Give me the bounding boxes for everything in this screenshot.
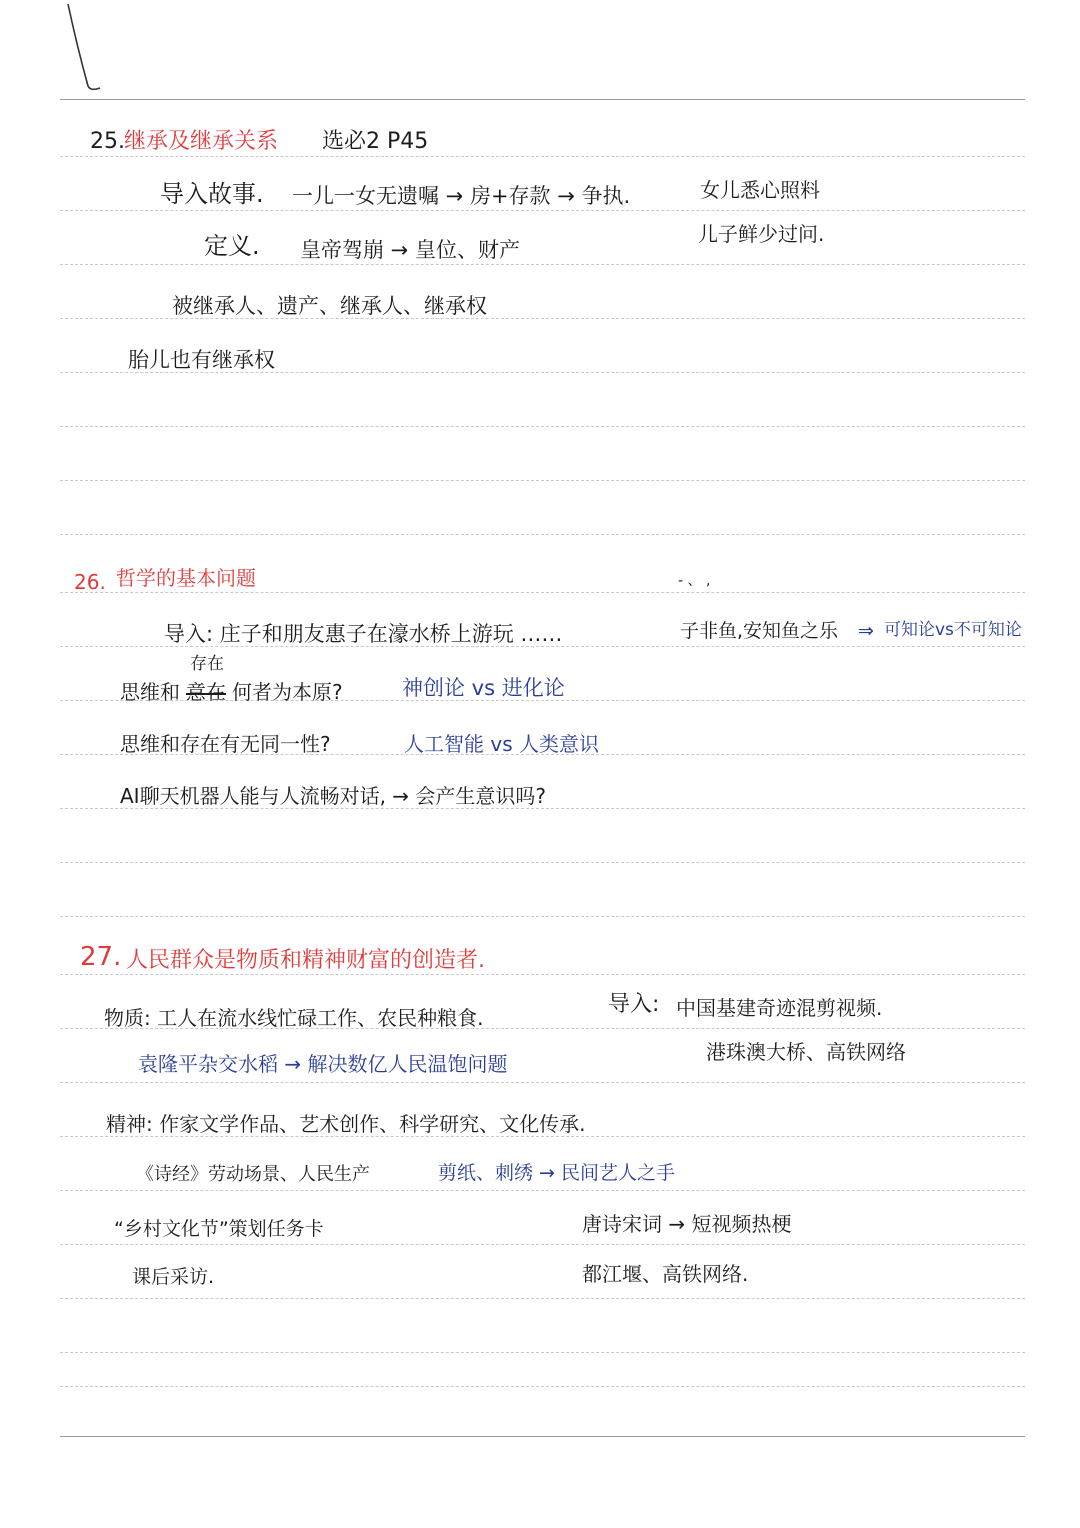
ruled-line (60, 372, 1025, 373)
arrow: ⇒ (858, 620, 874, 642)
definition-text: 皇帝驾崩 → 皇位、财产 (300, 238, 520, 262)
q1-correction: 存在 (190, 654, 224, 674)
ruled-line (60, 156, 1025, 157)
ruled-line (60, 1082, 1025, 1083)
ruled-line (60, 99, 1025, 100)
intro-label: 导入故事. (160, 180, 264, 208)
ruled-line (60, 1298, 1025, 1299)
ruled-line (60, 264, 1025, 265)
section-title: 人民群众是物质和精神财富的创造者. (126, 948, 485, 973)
yuan-line: 袁隆平杂交水稻 → 解决数亿人民温饱问题 (138, 1052, 508, 1076)
fish-quote: 子非鱼,安知鱼之乐 (680, 620, 839, 642)
q1-suffix: 何者为本原? (232, 680, 343, 704)
section-title: 哲学的基本问题 (116, 566, 256, 590)
section-number: 25. (90, 129, 125, 154)
fetus-line: 胎儿也有继承权 (128, 348, 275, 372)
ruled-line (60, 210, 1025, 211)
material-line: 物质: 工人在流水线忙碌工作、农民种粮食. (104, 1006, 484, 1030)
ruled-line (60, 1190, 1025, 1191)
side-note: 女儿悉心照料 (700, 178, 820, 202)
q2-line: 思维和存在有无同一性? (120, 732, 331, 756)
spiritual-line: 精神: 作家文学作品、艺术创作、科学研究、文化传承. (106, 1112, 586, 1136)
ruled-line (60, 646, 1025, 647)
dujiangyan-line: 都江堰、高铁网络. (582, 1262, 749, 1286)
ruled-line (60, 916, 1025, 917)
terms-line: 被继承人、遗产、继承人、继承权 (172, 294, 487, 318)
intro-text: 中国基建奇迹混剪视频. (676, 996, 883, 1020)
ruled-line (60, 974, 1025, 975)
ruled-line (60, 862, 1025, 863)
intro-text-2: 港珠澳大桥、高铁网络 (706, 1040, 906, 1064)
strike-line (186, 693, 226, 695)
folk-line: 剪纸、刺绣 → 民间艺人之手 (438, 1162, 675, 1184)
q2-answer: 人工智能 vs 人类意识 (404, 732, 599, 756)
ruled-line (60, 592, 1025, 593)
ruled-line (60, 1244, 1025, 1245)
ruled-line (60, 1136, 1025, 1137)
intro-label: 导入: (608, 992, 660, 1017)
ruled-line (60, 1386, 1025, 1387)
ruled-line (60, 534, 1025, 535)
shijing-line: 《诗经》劳动场景、人民生产 (136, 1164, 370, 1185)
ruled-line (60, 480, 1025, 481)
intro-text: 一儿一女无遗嘱 → 房+存款 → 争执. (292, 184, 631, 208)
struck-text: 意在 (186, 680, 226, 704)
q1-struck-word (186, 682, 226, 703)
q1-answer: 神创论 vs 进化论 (402, 676, 565, 700)
q1-prefix: 思维和 (120, 680, 180, 704)
ruled-line (60, 318, 1025, 319)
interview-line: 课后采访. (132, 1266, 215, 1288)
section-reference: 选必2 P45 (322, 129, 429, 154)
ruled-line (60, 1436, 1025, 1437)
task-card-line: “乡村文化节”策划任务卡 (114, 1218, 324, 1240)
section-number: 26. (74, 570, 106, 594)
section-number: 27. (80, 942, 122, 972)
ruled-line (60, 808, 1025, 809)
pen-stroke-mark (64, 2, 104, 94)
intro-line: 导入: 庄子和朋友惠子在濠水桥上游玩 …… (164, 622, 563, 646)
side-note: 儿子鲜少过问. (698, 222, 825, 246)
ruled-line (60, 1352, 1025, 1353)
stray-marks: - 、 , (678, 573, 711, 589)
section-title: 继承及继承关系 (124, 129, 279, 154)
ruled-line (60, 426, 1025, 427)
fish-conclusion: 可知论vs不可知论 (884, 620, 1022, 640)
q3-line: AI聊天机器人能与人流畅对话, → 会产生意识吗? (120, 784, 547, 808)
definition-label: 定义. (204, 232, 260, 260)
poetry-line: 唐诗宋词 → 短视频热梗 (582, 1212, 792, 1236)
